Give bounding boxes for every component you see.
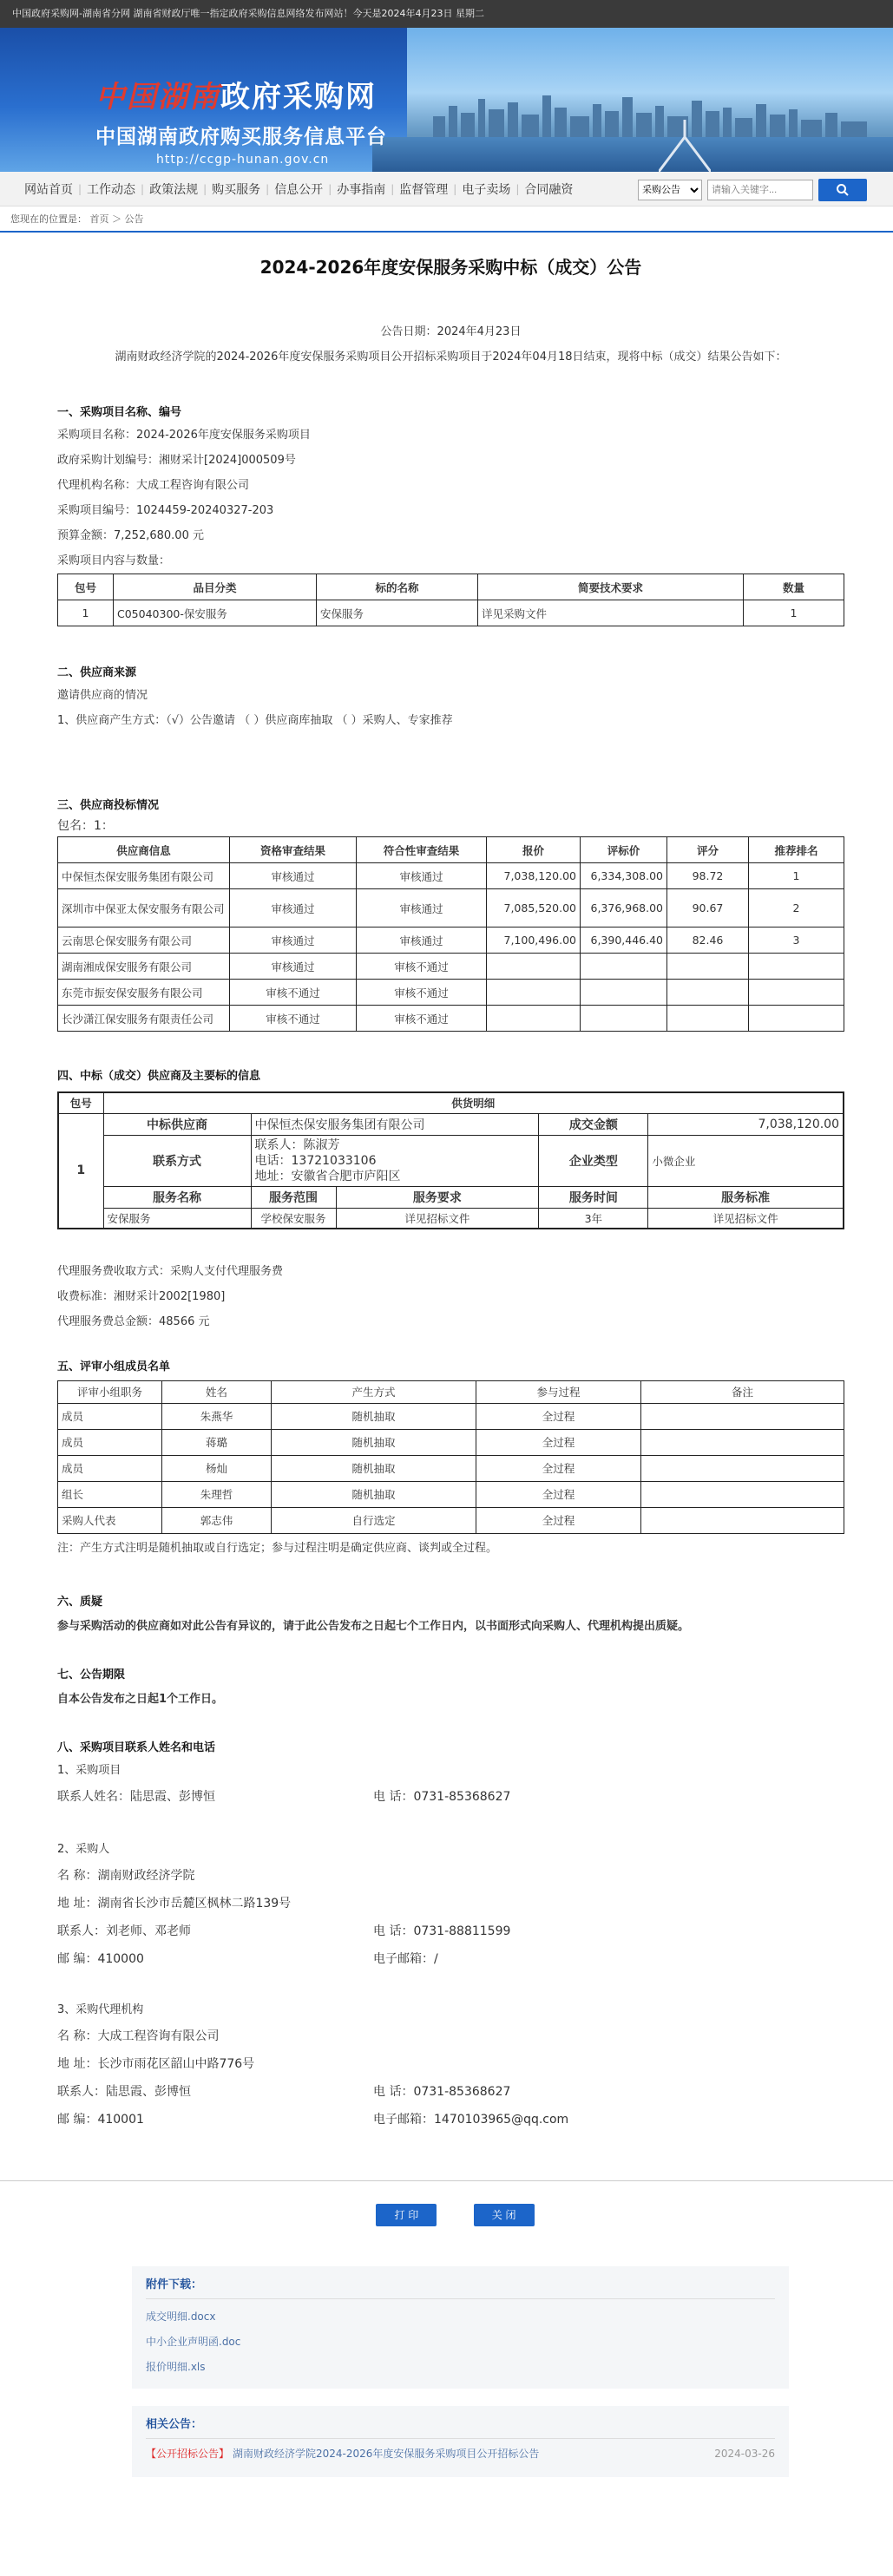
site-logo[interactable] xyxy=(95,73,387,167)
bid-table: 供应商信息 资格审查结果 符合性审查结果 报价 评标价 评分 推荐排名 中保恒杰保安服务集团有限公司 审核通过 审核通过 7,038,120.00 6,334,308.00 98.72 1 深圳市中保亚太保安服务有限公司 审核通过 审核通过 7,085,520.00 6,376,968.00 90.67 2 云南思仑保安服务有限公司 审核通过 审核通过 7,100,496.00 6,390,446.40 82.46 3 湖南湘成保安服务有限公司 审核通过 审核不通过 东莞市振安保安服务有限公司 审核不通过 审核不通过 长沙潇江保安服务有限责任公司 审核不通过 审核不通过 xyxy=(57,836,844,1032)
table-row: 中保恒杰保安服务集团有限公司 审核通过 审核通过 7,038,120.00 6,334,308.00 98.72 1 xyxy=(58,863,844,889)
nav-item-purchase-service[interactable]: 购买服务 xyxy=(212,182,261,197)
table-row: 成员 朱燕华 随机抽取 全过程 xyxy=(58,1403,844,1429)
attachments-heading: 附件下载： xyxy=(146,2275,775,2299)
table-row: 东莞市振安保安服务有限公司 审核不通过 审核不通过 xyxy=(58,980,844,1006)
table-row: 云南思仑保安服务有限公司 审核通过 审核通过 7,100,496.00 6,390,446.40 82.46 3 xyxy=(58,927,844,954)
notice-intro: 湖南财政经济学院的2024-2026年度安保服务采购项目公开招标采购项目于2024年04月18日结束，现将中标（成交）结果公告如下： xyxy=(115,351,787,364)
nav-item-supervision[interactable]: 监督管理 xyxy=(399,182,449,197)
print-button[interactable]: 打 印 xyxy=(376,2204,437,2226)
winner-table: 包号 供货明细 1 中标供应商 中保恒杰保安服务集团有限公司 成交金额 7,038,120.00 联系方式 联系人：陈淑芳 电话：13721033106 地址：安徽省合肥市庐阳区 企业类型 小微企业 服务名称 服务范围 服务要求 服务时间 服务标准 安保服务 学校保安服务 详见招标文件 3年 详见招标文件 xyxy=(57,1091,844,1229)
table-row: 1 C05040300-保安服务 安保服务 详见采购文件 1 xyxy=(58,600,844,626)
related-heading: 相关公告： xyxy=(146,2415,775,2439)
logo-title: 中国湖南政府采购网 xyxy=(95,80,377,115)
table-row: 成员 杨灿 随机抽取 全过程 xyxy=(58,1455,844,1481)
page-title: 2024-2026年度安保服务采购中标（成交）公告 xyxy=(259,257,642,278)
section-7-heading: 七、公告期限 xyxy=(57,1668,126,1681)
close-button[interactable]: 关 闭 xyxy=(474,2204,535,2226)
search-input[interactable] xyxy=(707,180,813,200)
section-3-heading: 三、供应商投标情况 xyxy=(57,799,160,812)
breadcrumb-home[interactable]: 首页 xyxy=(89,213,109,225)
bridge-icon xyxy=(659,120,711,172)
table-row: 深圳市中保亚太保安服务有限公司 审核通过 审核通过 7,085,520.00 6,376,968.00 90.67 2 xyxy=(58,889,844,927)
nav-item-guide[interactable]: 办事指南 xyxy=(337,182,386,197)
notice-date: 公告日期：2024年4月23日 xyxy=(380,325,522,338)
logo-subtitle: 中国湖南政府购买服务信息平台 xyxy=(95,126,387,148)
attachment-link[interactable]: 报价明细.xls xyxy=(146,2360,206,2373)
section-5-heading: 五、评审小组成员名单 xyxy=(57,1360,171,1373)
table-row: 安保服务 学校保安服务 详见招标文件 3年 详见招标文件 xyxy=(58,1208,844,1229)
nav-item-finance[interactable]: 合同融资 xyxy=(524,182,574,197)
section-2-heading: 二、供应商来源 xyxy=(57,666,137,679)
review-panel-table: 评审小组职务 姓名 产生方式 参与过程 备注 成员 朱燕华 随机抽取 全过程 成员 蒋璐 随机抽取 全过程 成员 杨灿 随机抽取 全过程 组长 朱理哲 随机抽取 全过程 采购人代表 郭志伟 自行选定 全过程 xyxy=(57,1380,844,1534)
city-skyline-image xyxy=(407,28,893,172)
logo-url: http://ccgp-hunan.gov.cn xyxy=(156,153,330,167)
project-items-table: 包号 品目分类 标的名称 简要技术要求 数量 1 C05040300-保安服务 安保服务 详见采购文件 1 xyxy=(57,574,844,626)
table-row: 采购人代表 郭志伟 自行选定 全过程 xyxy=(58,1507,844,1533)
nav-item-home[interactable]: 网站首页 xyxy=(24,182,73,197)
section-4-heading: 四、中标（成交）供应商及主要标的信息 xyxy=(57,1070,261,1083)
search-icon xyxy=(836,183,850,197)
table-row: 组长 朱理哲 随机抽取 全过程 xyxy=(58,1481,844,1507)
action-buttons xyxy=(0,2204,893,2226)
notice-content: 2024-2026年度安保服务采购中标（成交）公告 公告日期：2024年4月23日 湖南财政经济学院的2024-2026年度安保服务采购项目公开招标采购项目于2024年04月18日结束，现将中标（成交）结果公告如下： 一、采购项目名称、编号 采购项目名称：2024-2026年度安保服务采购项目 政府采购计划编号：湘财采计[2024]000509号 代理机构名称：大成工程咨询有限公司 采购项目编号：1024459-20240327-203 预算金额：7,252,680.00 元 采购项目内容与数量： 包号 品目分类 标的名称 简要技术要求 数量 1 C05040300-保安服务 安保服务 详见采购文件 1 二、供应商来源 邀请供应商的情况 1、供应商产生方式：（√）公告邀请 （ ）供应商库抽取 （ ）采购人、专家推荐 三、供应商投标情况 包名：1： 供应商信息 资格审查结果 符合性审查结果 报价 评标价 评分 推荐排名 中保恒杰保安服务集团有限公司 审核通过 审核通过 7,038,120.00 6,334,308.00 98.72 1 深圳市中保亚太保安服务有限公司 审核通过 审核通过 7,085,520.00 6,376,968.00 90.67 2 云南思仑保安服务有限公司 审核通过 审核通过 7,100,496.00 6,390,446.40 82.46 3 湖南湘成保安服务有限公司 审核通过 审核不通过 东莞市振安保安服务有限公司 审核不通过 审核不通过 长沙潇江保安服务有限责任公司 审核不通过 审核不通过 四、中标（成交）供应商及主要标的信息 包号 供货明细 1 中标供应商 中保恒杰保安服务集团有限公司 成交金额 7,038,120.00 联系方式 联系人：陈淑芳 电话：13721033106 地址：安徽省合肥市庐阳区 企业类型 小微企业 服务名称 服务范围 服务要求 服务时间 服务标准 安保服务 学校保安服务 详见招标文件 3年 详见招标文件 代理服务费收取方式：采购人支付代理服务费 收费标准：湘财采计2002[1980] 代理服务费总金额：48566 元 五、评审小组成员名单 评审小组职务 姓名 产生方式 参与过程 备注 成员 朱燕华 随机抽取 全过程 成员 蒋璐 随机抽取 全过程 成员 杨灿 随机抽取 全过程 组长 朱理哲 随机抽取 全过程 采购人代表 郭志伟 自行选定 全过程 注：产生方式注明是随机抽取或自行选定；参与过程注明是确定供应商、谈判或全过程。 六、质疑 参与采购活动的供应商如对此公告有异议的，请于此公告发布之日起七个工作日内，以书面形式向采购人、代理机构提出质疑。 七、公告期限 自本公告发布之日起1个工作日。 八、采购项目联系人姓名和电话 1、采购项目 联系人姓名：陆思霞、彭博恒 电 话：0731-85368627 2、采购人 名 称：湖南财政经济学院 地 址：湖南省长沙市岳麓区枫林二路139号 联系人：刘老师、邓老师 电 话：0731-88811599 邮 编：410000 电子邮箱：/ 3、采购代理机构 名 称：大成工程咨询有限公司 地 址：长沙市雨花区韶山中路776号 联系人：陆思霞、彭博恒 电 话：0731-85368627 邮 编：410001 电子邮箱：1470103965@qq.com xyxy=(0,253,893,2134)
section-8-heading: 八、采购项目联系人姓名和电话 xyxy=(57,1740,216,1754)
search-bar xyxy=(638,179,867,201)
table-row: 成员 蒋璐 随机抽取 全过程 xyxy=(58,1429,844,1455)
attachment-link[interactable]: 中小企业声明函.doc xyxy=(146,2335,241,2348)
breadcrumb: 您现在的位置是： 首页 ＞ 公告 xyxy=(0,206,893,233)
main-nav: 网站首页 | 工作动态 | 政策法规 | 购买服务 | 信息公开 | 办事指南 | 监督管理 | 电子卖场 | 合同融资 采购公告 请输入关键字... xyxy=(0,172,893,206)
nav-item-news[interactable]: 工作动态 xyxy=(87,182,136,197)
table-row: 湖南湘成保安服务有限公司 审核通过 审核不通过 xyxy=(58,954,844,980)
search-category-select[interactable] xyxy=(638,180,702,200)
related-item[interactable]: 【公开招标公告】 湖南财政经济学院2024-2026年度安保服务采购项目公开招标公告 2024-03-26 xyxy=(146,2447,775,2460)
nav-item-policy[interactable]: 政策法规 xyxy=(149,182,199,197)
attachments-panel xyxy=(132,2266,789,2389)
related-panel xyxy=(132,2406,789,2477)
attachment-link[interactable]: 成交明细.docx xyxy=(146,2310,216,2323)
nav-item-disclosure[interactable]: 信息公开 xyxy=(274,182,324,197)
section-6-heading: 六、质疑 xyxy=(57,1595,103,1609)
nav-item-emall[interactable]: 电子卖场 xyxy=(462,182,511,197)
river-image xyxy=(372,137,893,172)
header-banner xyxy=(0,28,893,172)
top-info-bar: 中国政府采购网-湖南省分网 湖南省财政厅唯一指定政府采购信息网络发布网站！今天是2024年4月23日 星期二 xyxy=(0,0,893,28)
search-button[interactable] xyxy=(818,179,867,201)
breadcrumb-current[interactable]: 公告 xyxy=(124,213,144,225)
table-row: 长沙潇江保安服务有限责任公司 审核不通过 审核不通过 xyxy=(58,1006,844,1032)
section-1-heading: 一、采购项目名称、编号 xyxy=(57,406,182,419)
